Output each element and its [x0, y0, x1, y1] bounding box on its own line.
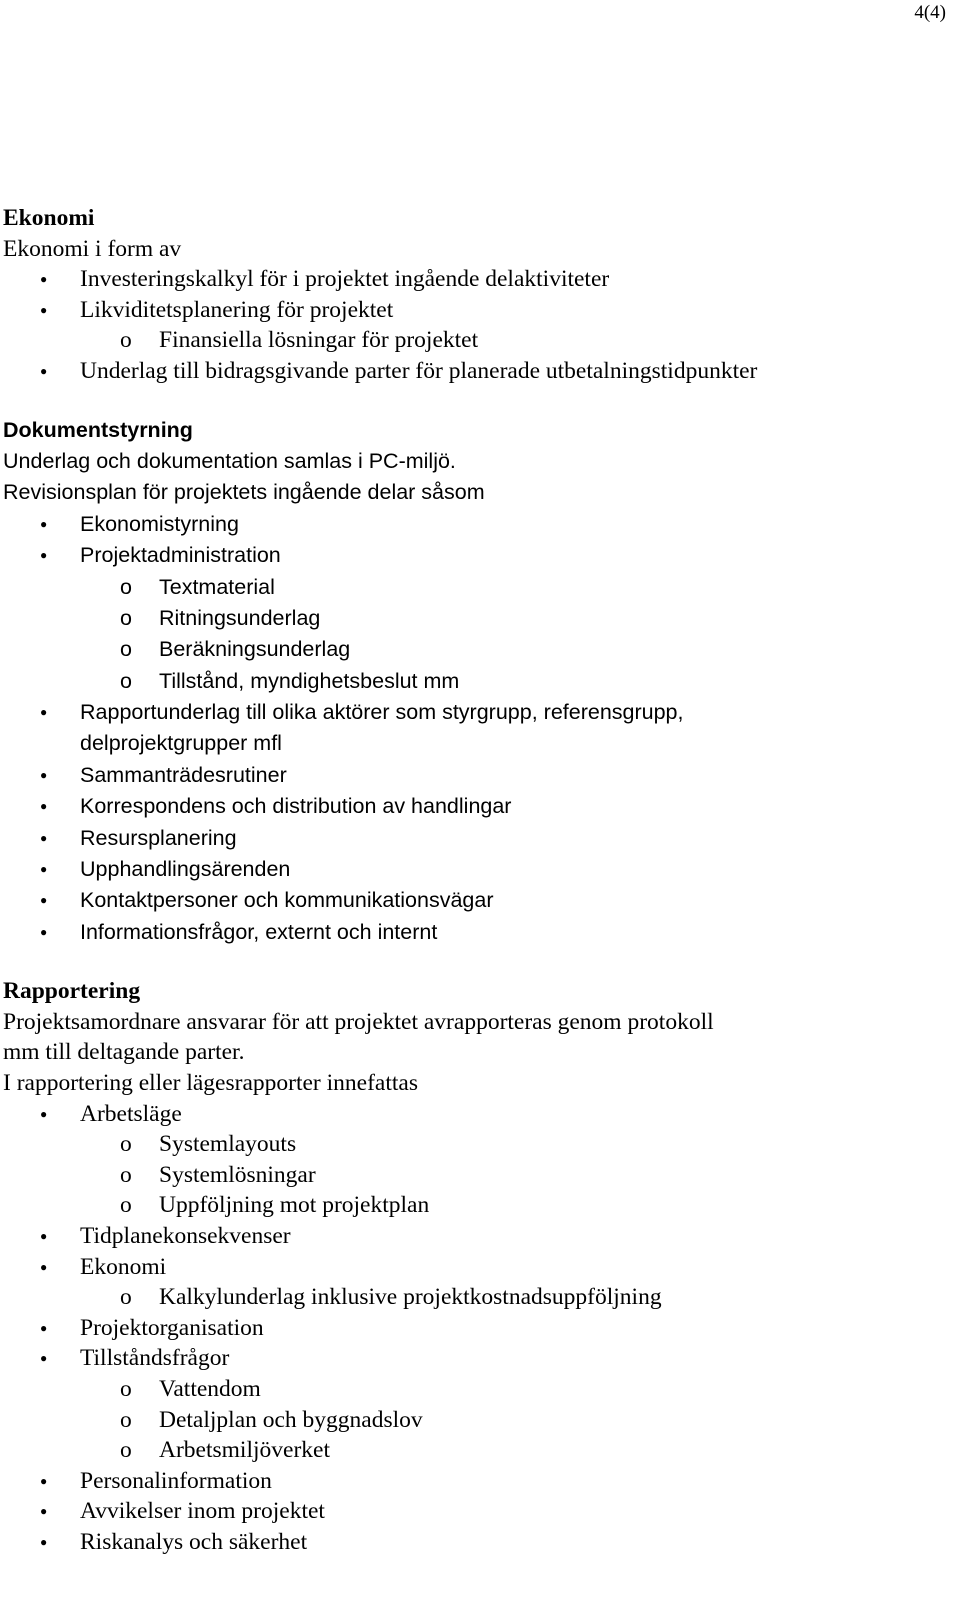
list-item [3, 697, 943, 728]
section-dokumentstyrning [3, 415, 943, 949]
list-item [3, 885, 943, 916]
bullet-icon: ● [40, 862, 48, 877]
paragraph: Projektsamordnare ansvarar för att projektet avrapporteras genom protokoll [3, 1008, 714, 1035]
list-item-text: Korrespondens och distribution av handlingar [80, 794, 512, 819]
list-item-text: delprojektgrupper mfl [80, 731, 282, 756]
list-item [3, 1496, 943, 1527]
bullet-icon: ● [40, 705, 48, 720]
list-item [3, 1252, 943, 1283]
list-item-text: Likviditetsplanering för projektet [80, 296, 394, 323]
list-item-text: Resursplanering [80, 825, 237, 850]
sub-list-item [3, 666, 943, 697]
sub-list-item-text: Vattendom [159, 1375, 261, 1402]
list-item-text: Ekonomi [80, 1253, 167, 1280]
section-rapportering [3, 976, 943, 1557]
list-item-text: Informationsfrågor, externt och internt [80, 919, 438, 944]
sub-list-item-text: Uppföljning mot projektplan [159, 1192, 430, 1219]
circle-bullet-icon: o [120, 637, 132, 662]
sub-list-item-text: Detaljplan och byggnadslov [159, 1406, 423, 1433]
sub-list-item [3, 1374, 943, 1405]
sub-list-item [3, 1190, 943, 1221]
list-item-text: Riskanalys och säkerhet [80, 1528, 308, 1555]
list-item-text: Investeringskalkyl för i projektet ingående delaktiviteter [80, 266, 610, 293]
circle-bullet-icon: o [120, 1284, 132, 1311]
paragraph: I rapportering eller lägesrapporter innefattas [3, 1069, 418, 1096]
list-item [3, 1099, 943, 1130]
list-item-text: Arbetsläge [80, 1100, 182, 1127]
list-item [3, 1343, 943, 1374]
circle-bullet-icon: o [120, 1131, 132, 1158]
list-item-text: Tillståndsfrågor [80, 1345, 230, 1372]
paragraph: mm till deltagande parter. [3, 1039, 245, 1066]
circle-bullet-icon: o [120, 668, 132, 693]
list-item [3, 540, 943, 571]
list-item [3, 791, 943, 822]
bullet-icon: ● [40, 272, 48, 287]
list-item-continuation [3, 728, 943, 759]
paragraph: Revisionsplan för projektets ingående delar såsom [3, 480, 485, 505]
list-item [3, 509, 943, 540]
list-item-text: Tidplanekonsekvenser [80, 1222, 291, 1249]
list-item [3, 1313, 943, 1344]
bullet-icon: ● [40, 363, 48, 378]
bullet-icon: ● [40, 767, 48, 782]
list-item [3, 917, 943, 948]
paragraph: Ekonomi i form av [3, 235, 182, 262]
sub-list-item [3, 1160, 943, 1191]
list-item [3, 1527, 943, 1558]
sub-list-item-text: Arbetsmiljöverket [159, 1437, 330, 1464]
circle-bullet-icon: o [120, 1161, 132, 1188]
list-item [3, 356, 943, 387]
list-item-text: Underlag till bidragsgivande parter för planerade utbetalningstidpunkter [80, 357, 758, 384]
sub-list-item-text: Ritningsunderlag [159, 605, 321, 630]
bullet-icon: ● [40, 1228, 48, 1243]
bullet-icon: ● [40, 1320, 48, 1335]
bullet-icon: ● [40, 1473, 48, 1488]
list-item-text: Kontaktpersoner och kommunikationsvägar [80, 888, 494, 913]
list-item-text: Personalinformation [80, 1467, 272, 1494]
sub-list-item [3, 572, 943, 603]
list-item-text: Upphandlingsärenden [80, 857, 291, 882]
bullet-icon: ● [40, 830, 48, 845]
bullet-icon: ● [40, 548, 48, 563]
bullet-icon: ● [40, 1534, 48, 1549]
bullet-icon: ● [40, 1504, 48, 1519]
circle-bullet-icon: o [120, 1375, 132, 1402]
circle-bullet-icon: o [120, 327, 132, 354]
list-item-text: Projektorganisation [80, 1314, 264, 1341]
list-item [3, 264, 943, 295]
list-item [3, 823, 943, 854]
bullet-icon: ● [40, 1351, 48, 1366]
sub-list-item [3, 634, 943, 665]
list-item [3, 1221, 943, 1252]
bullet-icon: ● [40, 799, 48, 814]
circle-bullet-icon: o [120, 1192, 132, 1219]
sub-list-item-text: Finansiella lösningar för projektet [159, 327, 479, 354]
sub-list-item [3, 603, 943, 634]
document-body [3, 203, 943, 1557]
sub-list-item [3, 1282, 943, 1313]
list-item-text: Avvikelser inom projektet [80, 1498, 325, 1525]
bullet-icon: ● [40, 1106, 48, 1121]
sub-list-item-text: Kalkylunderlag inklusive projektkostnadsuppföljning [159, 1284, 662, 1311]
list-item-text: Rapportunderlag till olika aktörer som styrgrupp, referensgrupp, [80, 700, 684, 725]
circle-bullet-icon: o [120, 574, 132, 599]
section-heading: Ekonomi [3, 205, 95, 231]
list-item-text: Sammanträdesrutiner [80, 762, 287, 787]
bullet-icon: ● [40, 924, 48, 939]
sub-list-item [3, 325, 943, 356]
circle-bullet-icon: o [120, 605, 132, 630]
list-item [3, 295, 943, 326]
section-ekonomi [3, 203, 943, 387]
list-item-text: Projektadministration [80, 543, 281, 568]
sub-list-item [3, 1129, 943, 1160]
paragraph: Underlag och dokumentation samlas i PC-miljö. [3, 448, 456, 473]
sub-list-item-text: Textmaterial [159, 574, 275, 599]
sub-list-item-text: Beräkningsunderlag [159, 637, 351, 662]
list-item [3, 760, 943, 791]
page-number: 4(4) [914, 2, 946, 23]
circle-bullet-icon: o [120, 1406, 132, 1433]
list-item [3, 854, 943, 885]
bullet-icon: ● [40, 516, 48, 531]
section-heading: Dokumentstyrning [3, 417, 193, 442]
section-heading: Rapportering [3, 978, 141, 1005]
sub-list-item [3, 1405, 943, 1436]
sub-list-item-text: Systemlösningar [159, 1161, 316, 1188]
bullet-icon: ● [40, 302, 48, 317]
bullet-icon: ● [40, 1259, 48, 1274]
sub-list-item [3, 1435, 943, 1466]
sub-list-item-text: Systemlayouts [159, 1131, 297, 1158]
sub-list-item-text: Tillstånd, myndighetsbeslut mm [159, 668, 460, 693]
list-item-text: Ekonomistyrning [80, 511, 239, 536]
circle-bullet-icon: o [120, 1437, 132, 1464]
bullet-icon: ● [40, 893, 48, 908]
list-item [3, 1466, 943, 1497]
